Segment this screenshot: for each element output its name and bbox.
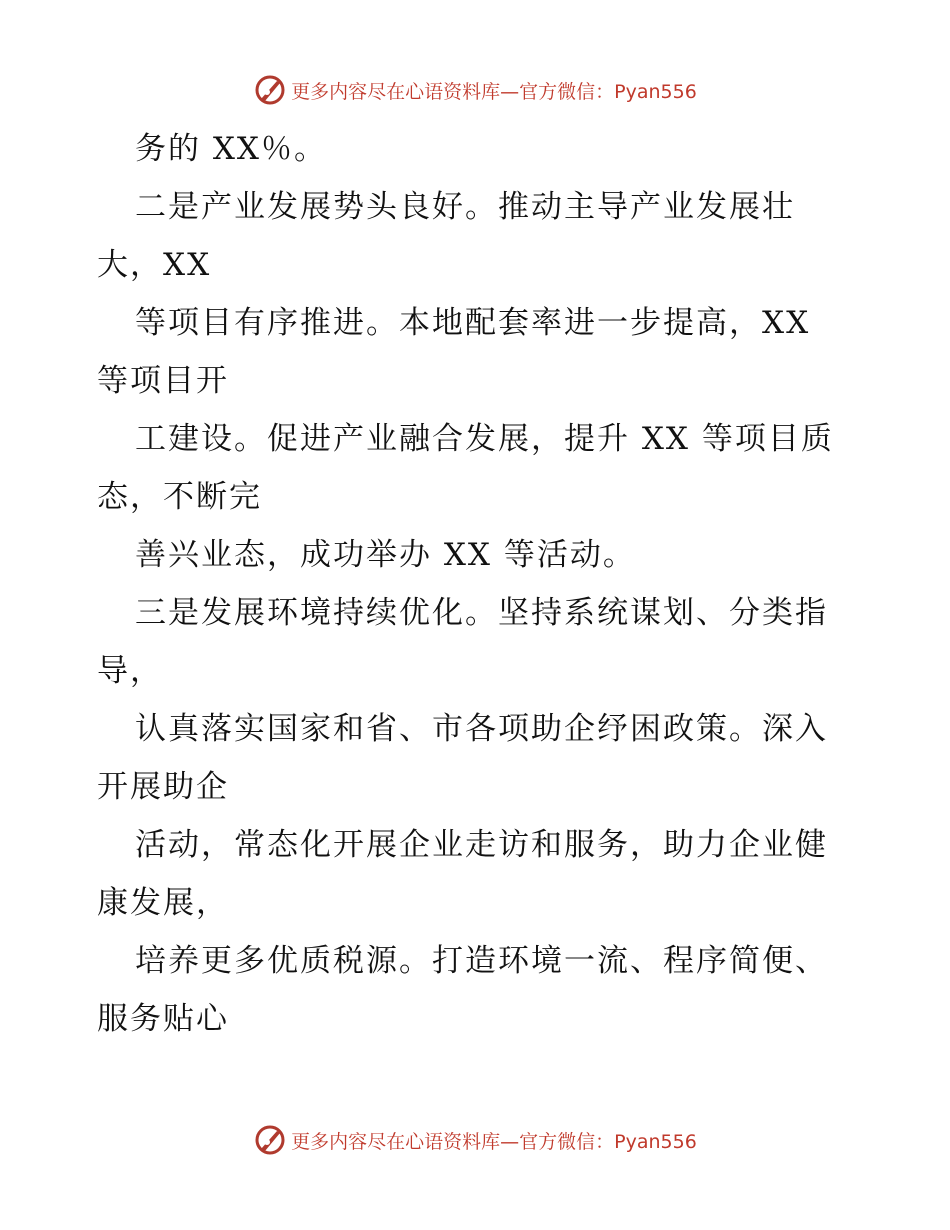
body-line: 服务贴心	[97, 1001, 229, 1037]
header-banner	[0, 70, 950, 110]
body-line: 开展助企	[97, 769, 229, 805]
body-line: 务的 XX％。	[135, 131, 327, 167]
footer-banner-text: 更多内容尽在心语资料库—官方微信：Pyan556	[291, 1130, 697, 1153]
body-line: 培养更多优质税源。打造环境一流、程序简便、	[135, 943, 828, 979]
footer-banner	[0, 1120, 950, 1160]
body-line: 工建设。促进产业融合发展，提升 XX 等项目质	[135, 421, 834, 457]
body-line: 康发展，	[97, 885, 229, 921]
body-line: 认真落实国家和省、市各项助企纾困政策。深入	[135, 711, 828, 747]
brush-circle-logo-icon	[253, 1123, 287, 1157]
body-line: 导，	[97, 653, 163, 689]
body-line: 善兴业态，成功举办 XX 等活动。	[135, 537, 636, 573]
body-line: 等项目有序推进。本地配套率进一步提高，XX	[135, 305, 811, 341]
header-banner-text: 更多内容尽在心语资料库—官方微信：Pyan556	[291, 80, 697, 103]
body-line: 二是产业发展势头良好。推动主导产业发展壮	[135, 189, 795, 225]
body-line: 态，不断完	[97, 479, 262, 515]
brush-circle-logo-icon	[253, 73, 287, 107]
body-line: 大，XX	[97, 247, 212, 283]
body-line: 等项目开	[97, 363, 229, 399]
body-line: 活动，常态化开展企业走访和服务，助力企业健	[135, 827, 828, 863]
body-line: 三是发展环境持续优化。坚持系统谋划、分类指	[135, 595, 828, 631]
